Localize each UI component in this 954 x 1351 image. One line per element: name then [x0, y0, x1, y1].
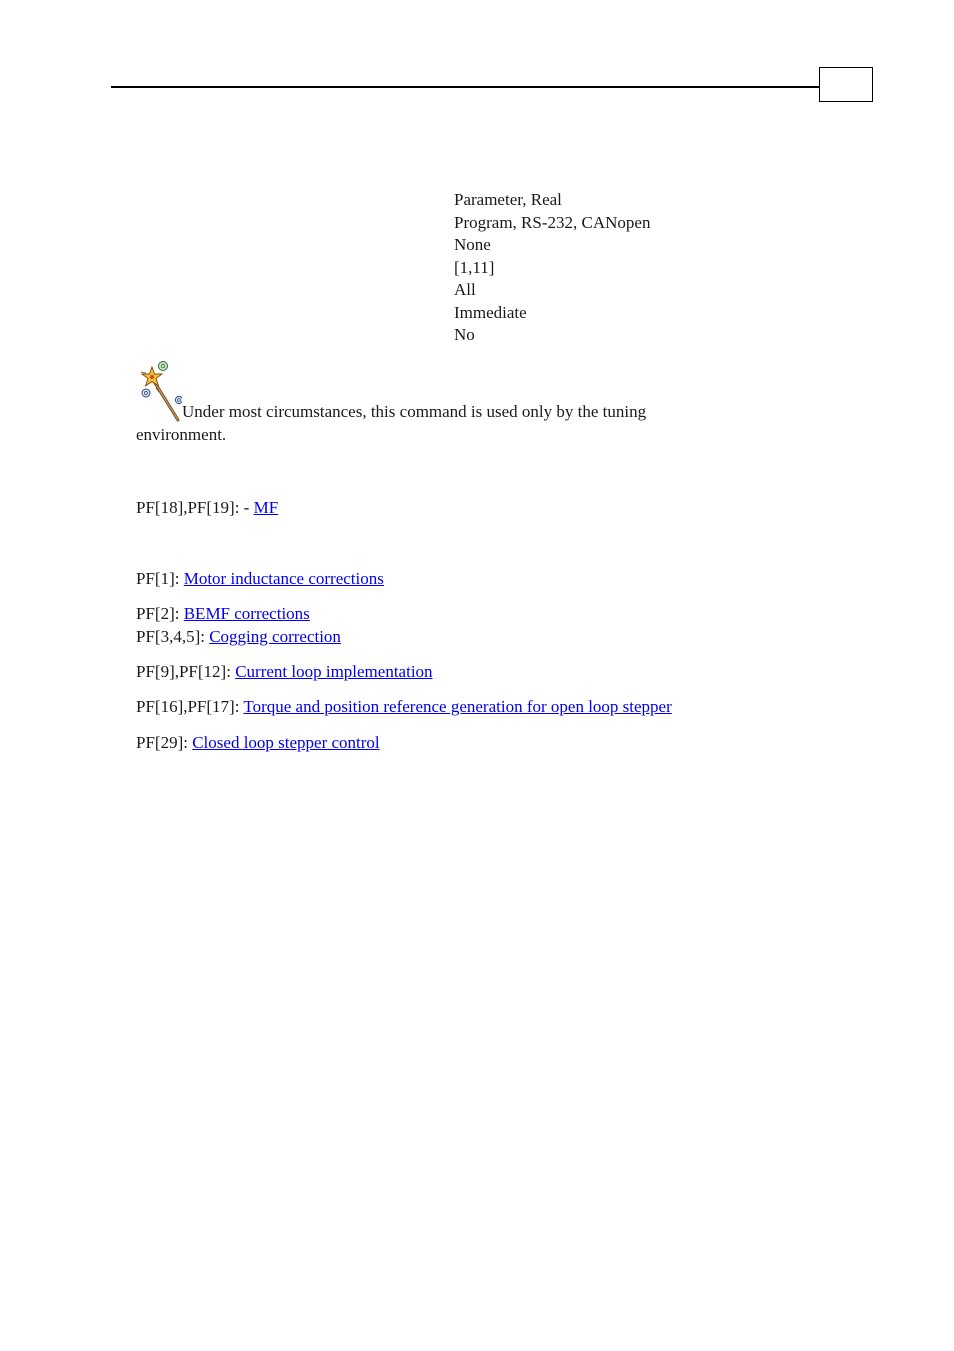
- attribute-activation-value: Immediate: [454, 302, 527, 322]
- attribute-save-value: No: [454, 325, 475, 344]
- reference-item: [136, 696, 672, 718]
- reference-prefix: PF[3,4,5]:: [136, 627, 210, 646]
- link-mf[interactable]: MF: [253, 498, 279, 517]
- attribute-source-value: Program, RS-232, CANopen: [454, 212, 651, 232]
- attribute-type-value: Parameter, Real: [454, 190, 562, 209]
- page-number-box: [819, 67, 873, 102]
- reference-prefix: PF[9],PF[12]:: [136, 662, 236, 681]
- attribute-values: [454, 189, 650, 347]
- magic-wand-icon: [136, 358, 182, 422]
- note-text: Under most circumstances, this command is used only by the tuning environment.: [136, 402, 647, 444]
- link-motor-inductance-corrections[interactable]: Motor inductance corrections: [183, 569, 384, 588]
- attribute-range-value: [1,11]: [454, 257, 495, 277]
- reference-prefix: PF[2]:: [136, 604, 184, 623]
- header-rule: [111, 86, 819, 88]
- reference-prefix: PF[29]:: [136, 733, 193, 752]
- reference-item: [136, 661, 433, 683]
- reference-item: [136, 626, 341, 648]
- link-torque-position-reference[interactable]: Torque and position reference generation for open loop stepper: [243, 697, 672, 716]
- attribute-restrictions-value: None: [454, 235, 491, 254]
- link-current-loop-implementation[interactable]: Current loop implementation: [235, 662, 433, 681]
- reference-item: [136, 568, 384, 590]
- related-prefix: PF[18],PF[19]: -: [136, 498, 254, 517]
- tip-note: [136, 358, 736, 446]
- related-commands: [136, 497, 278, 519]
- attribute-mode-value: All: [454, 280, 476, 299]
- reference-item: [136, 732, 380, 754]
- reference-prefix: PF[1]:: [136, 569, 184, 588]
- reference-item: [136, 603, 310, 625]
- link-bemf-corrections[interactable]: BEMF corrections: [183, 604, 310, 623]
- link-cogging-correction[interactable]: Cogging correction: [209, 627, 341, 646]
- reference-prefix: PF[16],PF[17]:: [136, 697, 244, 716]
- link-closed-loop-stepper-control[interactable]: Closed loop stepper control: [192, 733, 380, 752]
